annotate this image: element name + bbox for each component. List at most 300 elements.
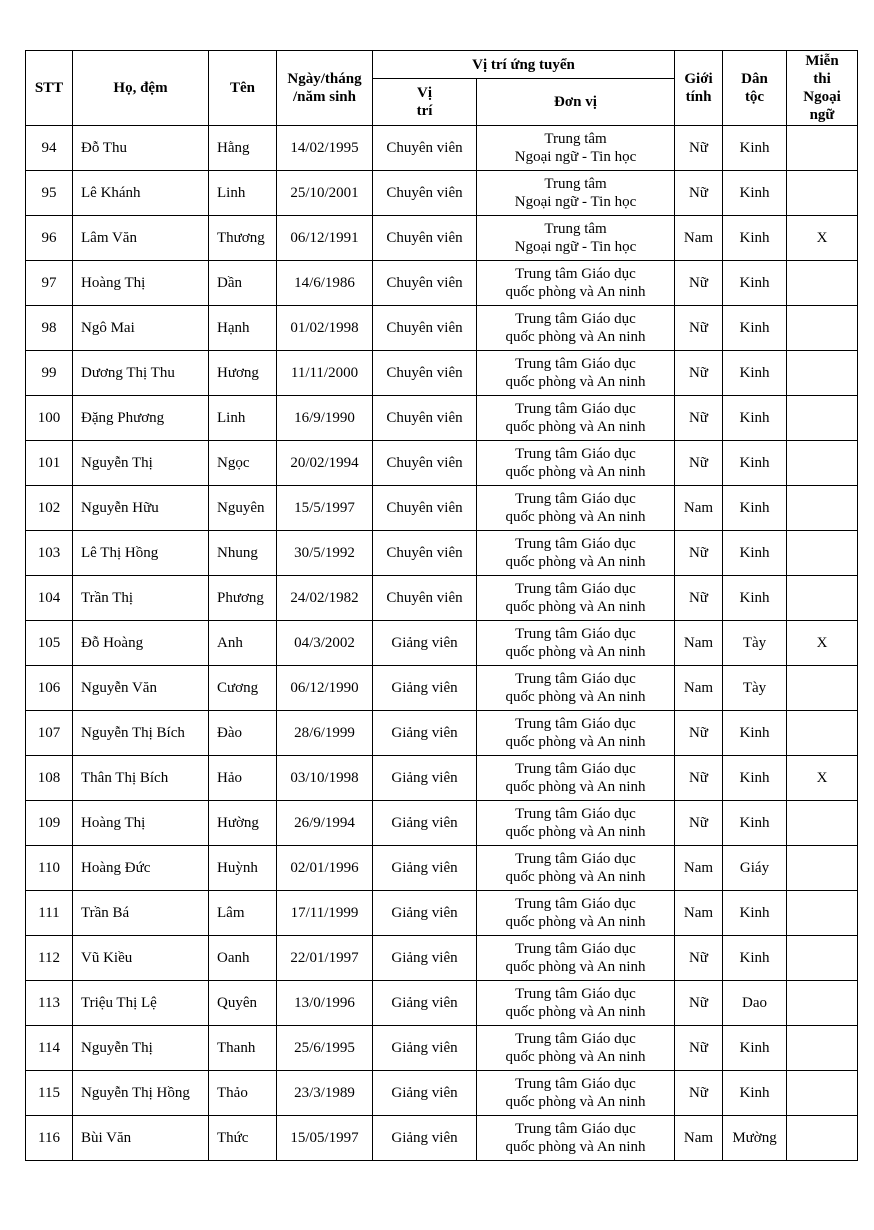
cell-ngay-sinh: 20/02/1994 [277,441,373,486]
cell-ten: Linh [209,396,277,441]
cell-don-vi-line1: Trung tâm Giáo dục [515,806,636,822]
cell-vi-tri: Chuyên viên [373,171,477,216]
cell-don-vi-line1: Trung tâm Giáo dục [515,491,636,507]
cell-don-vi-line1: Trung tâm Giáo dục [515,716,636,732]
cell-stt: 105 [26,621,73,666]
cell-ngay-sinh: 14/02/1995 [277,126,373,171]
cell-don-vi-line1: Trung tâm Giáo dục [515,401,636,417]
cell-don-vi [477,576,675,621]
cell-ho-dem: Lê Thị Hồng [73,531,209,576]
cell-don-vi [477,486,675,531]
cell-stt: 96 [26,216,73,261]
cell-gioi-tinh: Nữ [675,801,723,846]
cell-vi-tri: Giảng viên [373,756,477,801]
cell-don-vi-line2: quốc phòng và An ninh [505,509,646,525]
cell-vi-tri: Chuyên viên [373,351,477,396]
col-header-gioi-tinh-line2: tính [685,89,712,105]
cell-dan-toc: Kinh [723,756,787,801]
cell-mien-thi-ngoai-ngu [787,396,858,441]
cell-ho-dem: Trần Thị [73,576,209,621]
cell-stt: 109 [26,801,73,846]
cell-stt: 111 [26,891,73,936]
cell-ten: Thức [209,1116,277,1161]
cell-don-vi-line1: Trung tâm Giáo dục [515,851,636,867]
cell-stt: 113 [26,981,73,1026]
cell-ngay-sinh: 06/12/1990 [277,666,373,711]
cell-ngay-sinh: 02/01/1996 [277,846,373,891]
cell-dan-toc: Dao [723,981,787,1026]
cell-stt: 103 [26,531,73,576]
cell-vi-tri: Giảng viên [373,1071,477,1116]
cell-vi-tri: Chuyên viên [373,576,477,621]
table-row [26,981,858,1026]
cell-don-vi-line2: quốc phòng và An ninh [505,1049,646,1065]
cell-don-vi-line2: quốc phòng và An ninh [505,734,646,750]
cell-don-vi-line2: quốc phòng và An ninh [505,779,646,795]
candidate-table [25,50,858,1161]
cell-ngay-sinh: 24/02/1982 [277,576,373,621]
cell-ho-dem: Ngô Mai [73,306,209,351]
cell-don-vi-line2: quốc phòng và An ninh [505,824,646,840]
cell-ten: Quyên [209,981,277,1026]
cell-gioi-tinh: Nữ [675,936,723,981]
cell-ho-dem: Nguyễn Thị Bích [73,711,209,756]
table-row [26,351,858,396]
cell-ngay-sinh: 23/3/1989 [277,1071,373,1116]
cell-gioi-tinh: Nam [675,621,723,666]
cell-don-vi-line2: quốc phòng và An ninh [505,554,646,570]
cell-ho-dem: Đỗ Thu [73,126,209,171]
cell-dan-toc: Kinh [723,216,787,261]
cell-don-vi [477,531,675,576]
col-header-gioi-tinh-line1: Giới [684,71,713,87]
cell-dan-toc: Kinh [723,711,787,756]
cell-don-vi-line2: quốc phòng và An ninh [505,599,646,615]
cell-ten: Đào [209,711,277,756]
cell-vi-tri: Giảng viên [373,621,477,666]
table-row [26,1116,858,1161]
cell-vi-tri: Chuyên viên [373,486,477,531]
cell-gioi-tinh: Nam [675,1116,723,1161]
cell-dan-toc: Kinh [723,396,787,441]
cell-vi-tri: Giảng viên [373,1116,477,1161]
cell-ho-dem: Dương Thị Thu [73,351,209,396]
col-header-mien-line1: Miễn [805,53,839,69]
cell-don-vi [477,126,675,171]
cell-mien-thi-ngoai-ngu [787,711,858,756]
cell-vi-tri: Giảng viên [373,801,477,846]
cell-stt: 106 [26,666,73,711]
cell-don-vi [477,801,675,846]
cell-don-vi-line2: quốc phòng và An ninh [505,284,646,300]
cell-mien-thi-ngoai-ngu [787,1026,858,1071]
cell-ten: Cương [209,666,277,711]
cell-gioi-tinh: Nữ [675,261,723,306]
col-header-vi-tri-line1: Vị [417,85,432,101]
cell-don-vi [477,396,675,441]
table-row [26,711,858,756]
cell-dan-toc: Kinh [723,1071,787,1116]
table-row [26,1071,858,1116]
cell-ho-dem: Đỗ Hoàng [73,621,209,666]
col-header-vi-tri [373,79,477,126]
col-header-dan-toc-line1: Dân [741,71,768,87]
cell-dan-toc: Kinh [723,801,787,846]
cell-gioi-tinh: Nữ [675,441,723,486]
cell-gioi-tinh: Nữ [675,576,723,621]
cell-ten: Oanh [209,936,277,981]
cell-don-vi [477,711,675,756]
cell-ho-dem: Bùi Văn [73,1116,209,1161]
cell-gioi-tinh: Nữ [675,306,723,351]
cell-mien-thi-ngoai-ngu [787,351,858,396]
cell-don-vi-line2: quốc phòng và An ninh [505,1094,646,1110]
cell-dan-toc: Kinh [723,576,787,621]
table-row [26,261,858,306]
cell-don-vi-line1: Trung tâm Giáo dục [515,536,636,552]
cell-ten: Thương [209,216,277,261]
cell-don-vi [477,981,675,1026]
col-header-ngay-sinh [277,51,373,126]
table-row [26,621,858,666]
cell-ten: Phương [209,576,277,621]
cell-mien-thi-ngoai-ngu [787,801,858,846]
cell-mien-thi-ngoai-ngu: X [787,621,858,666]
cell-ten: Huỳnh [209,846,277,891]
cell-gioi-tinh: Nam [675,216,723,261]
cell-dan-toc: Kinh [723,531,787,576]
cell-gioi-tinh: Nữ [675,756,723,801]
cell-don-vi-line2: quốc phòng và An ninh [505,374,646,390]
table-row [26,171,858,216]
cell-mien-thi-ngoai-ngu [787,171,858,216]
cell-dan-toc: Kinh [723,486,787,531]
cell-ten: Lâm [209,891,277,936]
cell-don-vi [477,1071,675,1116]
col-header-mien-line4: ngữ [809,107,835,123]
col-header-don-vi: Đơn vị [477,79,675,126]
cell-don-vi-line1: Trung tâm Giáo dục [515,896,636,912]
cell-don-vi-line2: Ngoại ngữ - Tin học [514,239,637,255]
col-header-ho-dem: Họ, đệm [73,51,209,126]
cell-don-vi-line2: quốc phòng và An ninh [505,959,646,975]
cell-mien-thi-ngoai-ngu [787,126,858,171]
cell-vi-tri: Giảng viên [373,1026,477,1071]
cell-dan-toc: Mường [723,1116,787,1161]
table-row [26,531,858,576]
cell-stt: 108 [26,756,73,801]
cell-ngay-sinh: 01/02/1998 [277,306,373,351]
cell-gioi-tinh: Nữ [675,711,723,756]
cell-dan-toc: Kinh [723,126,787,171]
cell-vi-tri: Chuyên viên [373,531,477,576]
cell-gioi-tinh: Nữ [675,981,723,1026]
cell-vi-tri: Chuyên viên [373,441,477,486]
col-header-dan-toc-line2: tộc [744,89,765,105]
cell-vi-tri: Chuyên viên [373,261,477,306]
cell-mien-thi-ngoai-ngu [787,576,858,621]
cell-mien-thi-ngoai-ngu [787,666,858,711]
cell-don-vi-line1: Trung tâm Giáo dục [515,1031,636,1047]
cell-don-vi [477,261,675,306]
cell-ten: Hảo [209,756,277,801]
cell-ho-dem: Hoàng Thị [73,801,209,846]
cell-don-vi [477,846,675,891]
col-header-mien-thi-ngoai-ngu [787,51,858,126]
cell-stt: 98 [26,306,73,351]
cell-dan-toc: Kinh [723,351,787,396]
cell-mien-thi-ngoai-ngu [787,306,858,351]
cell-gioi-tinh: Nữ [675,351,723,396]
cell-don-vi-line1: Trung tâm Giáo dục [515,761,636,777]
table-row [26,936,858,981]
cell-ho-dem: Lê Khánh [73,171,209,216]
cell-ngay-sinh: 16/9/1990 [277,396,373,441]
table-row [26,666,858,711]
cell-don-vi [477,351,675,396]
cell-don-vi-line1: Trung tâm Giáo dục [515,626,636,642]
cell-gioi-tinh: Nữ [675,396,723,441]
cell-stt: 102 [26,486,73,531]
cell-don-vi [477,621,675,666]
cell-stt: 99 [26,351,73,396]
cell-don-vi-line2: quốc phòng và An ninh [505,464,646,480]
col-header-ten: Tên [209,51,277,126]
table-row [26,396,858,441]
cell-ten: Hạnh [209,306,277,351]
cell-mien-thi-ngoai-ngu [787,1116,858,1161]
cell-dan-toc: Kinh [723,306,787,351]
cell-gioi-tinh: Nam [675,891,723,936]
table-row [26,306,858,351]
cell-stt: 101 [26,441,73,486]
cell-gioi-tinh: Nữ [675,171,723,216]
cell-don-vi [477,441,675,486]
cell-mien-thi-ngoai-ngu: X [787,756,858,801]
col-header-ngay-sinh-line1: Ngày/tháng [287,71,362,87]
table-row [26,801,858,846]
cell-don-vi-line2: quốc phòng và An ninh [505,914,646,930]
cell-don-vi-line1: Trung tâm Giáo dục [515,581,636,597]
cell-don-vi [477,1116,675,1161]
cell-stt: 100 [26,396,73,441]
cell-vi-tri: Chuyên viên [373,306,477,351]
cell-ten: Anh [209,621,277,666]
cell-gioi-tinh: Nam [675,846,723,891]
cell-don-vi-line1: Trung tâm Giáo dục [515,941,636,957]
cell-mien-thi-ngoai-ngu [787,441,858,486]
cell-dan-toc: Kinh [723,936,787,981]
cell-ngay-sinh: 28/6/1999 [277,711,373,756]
cell-stt: 104 [26,576,73,621]
cell-stt: 97 [26,261,73,306]
cell-mien-thi-ngoai-ngu [787,261,858,306]
cell-dan-toc: Kinh [723,1026,787,1071]
col-header-vi-tri-line2: trí [416,103,433,119]
cell-ngay-sinh: 04/3/2002 [277,621,373,666]
table-row [26,441,858,486]
cell-mien-thi-ngoai-ngu: X [787,216,858,261]
table-row [26,126,858,171]
cell-don-vi-line1: Trung tâm [544,176,607,192]
cell-gioi-tinh: Nam [675,666,723,711]
col-header-mien-line3: Ngoại [803,89,841,105]
cell-ngay-sinh: 13/0/1996 [277,981,373,1026]
cell-don-vi-line1: Trung tâm Giáo dục [515,356,636,372]
cell-stt: 114 [26,1026,73,1071]
cell-mien-thi-ngoai-ngu [787,936,858,981]
cell-don-vi [477,936,675,981]
cell-ho-dem: Thân Thị Bích [73,756,209,801]
cell-ngay-sinh: 11/11/2000 [277,351,373,396]
cell-ten: Nhung [209,531,277,576]
cell-stt: 110 [26,846,73,891]
table-row [26,1026,858,1071]
cell-vi-tri: Chuyên viên [373,216,477,261]
cell-vi-tri: Giảng viên [373,891,477,936]
table-row [26,846,858,891]
cell-don-vi-line2: quốc phòng và An ninh [505,689,646,705]
cell-mien-thi-ngoai-ngu [787,531,858,576]
cell-mien-thi-ngoai-ngu [787,891,858,936]
cell-stt: 107 [26,711,73,756]
cell-ten: Hường [209,801,277,846]
col-header-dan-toc [723,51,787,126]
cell-ngay-sinh: 26/9/1994 [277,801,373,846]
table-row [26,486,858,531]
table-header [26,51,858,126]
cell-ngay-sinh: 25/6/1995 [277,1026,373,1071]
cell-don-vi-line2: quốc phòng và An ninh [505,1004,646,1020]
cell-ho-dem: Nguyễn Văn [73,666,209,711]
cell-ho-dem: Trần Bá [73,891,209,936]
cell-don-vi-line2: quốc phòng và An ninh [505,1139,646,1155]
cell-ngay-sinh: 15/05/1997 [277,1116,373,1161]
cell-ngay-sinh: 22/01/1997 [277,936,373,981]
cell-ngay-sinh: 17/11/1999 [277,891,373,936]
table-body [26,126,858,1161]
cell-ten: Nguyên [209,486,277,531]
cell-dan-toc: Tày [723,621,787,666]
cell-ngay-sinh: 15/5/1997 [277,486,373,531]
cell-don-vi [477,756,675,801]
cell-stt: 116 [26,1116,73,1161]
cell-vi-tri: Giảng viên [373,846,477,891]
col-header-stt: STT [26,51,73,126]
cell-don-vi-line2: Ngoại ngữ - Tin học [514,194,637,210]
cell-ho-dem: Nguyễn Thị Hồng [73,1071,209,1116]
cell-ten: Thanh [209,1026,277,1071]
cell-gioi-tinh: Nam [675,486,723,531]
cell-don-vi-line1: Trung tâm Giáo dục [515,1076,636,1092]
table-row [26,216,858,261]
cell-dan-toc: Kinh [723,171,787,216]
cell-vi-tri: Giảng viên [373,981,477,1026]
cell-stt: 112 [26,936,73,981]
cell-ho-dem: Vũ Kiều [73,936,209,981]
cell-don-vi [477,1026,675,1071]
cell-don-vi-line2: quốc phòng và An ninh [505,869,646,885]
table-row [26,891,858,936]
cell-ho-dem: Hoàng Thị [73,261,209,306]
col-header-mien-line2: thi [813,71,831,87]
cell-ten: Dần [209,261,277,306]
cell-gioi-tinh: Nữ [675,531,723,576]
cell-dan-toc: Kinh [723,441,787,486]
cell-ho-dem: Nguyễn Thị [73,1026,209,1071]
cell-don-vi-line1: Trung tâm Giáo dục [515,986,636,1002]
cell-dan-toc: Kinh [723,891,787,936]
cell-don-vi-line1: Trung tâm Giáo dục [515,311,636,327]
cell-don-vi-line1: Trung tâm Giáo dục [515,1121,636,1137]
cell-don-vi [477,171,675,216]
cell-vi-tri: Chuyên viên [373,126,477,171]
cell-mien-thi-ngoai-ngu [787,1071,858,1116]
cell-don-vi [477,306,675,351]
cell-ho-dem: Nguyễn Thị [73,441,209,486]
cell-don-vi-line1: Trung tâm Giáo dục [515,266,636,282]
cell-don-vi-line2: quốc phòng và An ninh [505,644,646,660]
cell-ten: Hằng [209,126,277,171]
cell-gioi-tinh: Nữ [675,1071,723,1116]
cell-vi-tri: Giảng viên [373,666,477,711]
cell-ho-dem: Đặng Phương [73,396,209,441]
cell-vi-tri: Giảng viên [373,936,477,981]
cell-don-vi-line1: Trung tâm [544,131,607,147]
cell-vi-tri: Chuyên viên [373,396,477,441]
cell-don-vi [477,666,675,711]
table-row [26,576,858,621]
cell-dan-toc: Giáy [723,846,787,891]
cell-mien-thi-ngoai-ngu [787,486,858,531]
cell-stt: 115 [26,1071,73,1116]
cell-ngay-sinh: 03/10/1998 [277,756,373,801]
cell-stt: 95 [26,171,73,216]
cell-stt: 94 [26,126,73,171]
cell-ho-dem: Hoàng Đức [73,846,209,891]
col-header-vi-tri-ung-tuyen: Vị trí ứng tuyển [373,51,675,79]
cell-don-vi [477,891,675,936]
cell-ho-dem: Triệu Thị Lệ [73,981,209,1026]
cell-gioi-tinh: Nữ [675,1026,723,1071]
cell-vi-tri: Giảng viên [373,711,477,756]
cell-ho-dem: Nguyễn Hữu [73,486,209,531]
cell-don-vi-line1: Trung tâm Giáo dục [515,671,636,687]
cell-ngay-sinh: 14/6/1986 [277,261,373,306]
cell-don-vi [477,216,675,261]
cell-don-vi-line2: quốc phòng và An ninh [505,329,646,345]
cell-ten: Hương [209,351,277,396]
cell-ho-dem: Lâm Văn [73,216,209,261]
cell-ten: Ngọc [209,441,277,486]
col-header-ngay-sinh-line2: /năm sinh [293,89,356,105]
cell-don-vi-line1: Trung tâm [544,221,607,237]
table-row [26,756,858,801]
cell-ten: Thảo [209,1071,277,1116]
cell-ngay-sinh: 30/5/1992 [277,531,373,576]
cell-don-vi-line2: quốc phòng và An ninh [505,419,646,435]
cell-don-vi-line2: Ngoại ngữ - Tin học [514,149,637,165]
cell-dan-toc: Tày [723,666,787,711]
cell-ten: Linh [209,171,277,216]
cell-mien-thi-ngoai-ngu [787,981,858,1026]
cell-dan-toc: Kinh [723,261,787,306]
cell-mien-thi-ngoai-ngu [787,846,858,891]
col-header-gioi-tinh [675,51,723,126]
cell-ngay-sinh: 25/10/2001 [277,171,373,216]
cell-ngay-sinh: 06/12/1991 [277,216,373,261]
cell-don-vi-line1: Trung tâm Giáo dục [515,446,636,462]
